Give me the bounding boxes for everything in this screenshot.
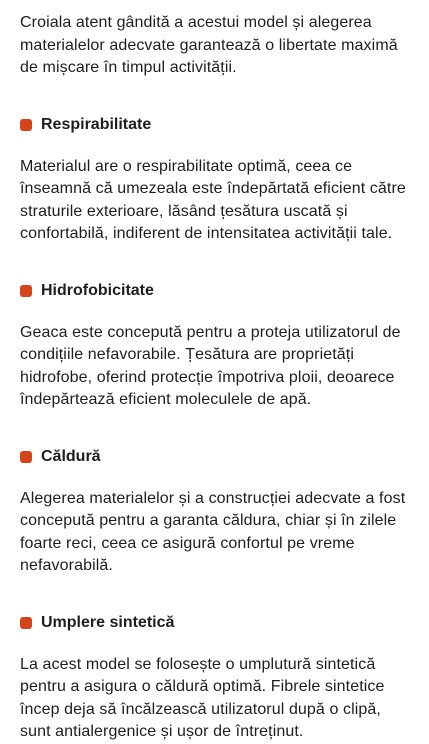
feature-heading [20, 280, 409, 302]
feature-text: Geaca este concepută pentru a proteja utilizatorul de condițiile nefavorabile. Țesătura are proprietăți hidrofobe, oferind protecție împotriva ploii, deoarece îndepărtează eficient moleculele de apă. [20, 323, 401, 408]
intro-paragraph: Croiala atent gândită a acestui model și alegerea materialelor adecvate garantează o libertate maximă de mișcare în timpul activității. [20, 14, 398, 76]
feature-caldura [20, 446, 409, 578]
feature-hidrofobicitate [20, 280, 409, 412]
feature-title: Respirabilitate [41, 115, 152, 133]
feature-heading [20, 114, 409, 136]
square-bullet-icon [20, 285, 32, 297]
feature-heading [20, 446, 409, 468]
square-bullet-icon [20, 119, 32, 131]
square-bullet-icon [20, 617, 32, 629]
feature-title: Umplere sintetică [41, 613, 175, 631]
feature-text: Alegerea materialelor și a construcției adecvate a fost concepută pentru a garanta căldura, chiar și în zilele foarte reci, ceea ce asigură confortul pe vreme nefavorabilă. [20, 489, 406, 574]
feature-text: La acest model se folosește o umplutură sintetică pentru a asigura o căldură optimă. Fibrele sintetice încep deja să încălzească utilizatorul după o clipă, sunt antialergenice și ușor de întreținut. [20, 655, 385, 740]
feature-text: Materialul are o respirabilitate optimă, ceea ce înseamnă că umezeala este îndepărtată eficient către straturile exterioare, lăsând țesătura uscată și confortabilă, indiferent de intensitatea activității tale. [20, 157, 406, 242]
square-bullet-icon [20, 451, 32, 463]
feature-respirabilitate [20, 114, 409, 246]
feature-heading [20, 612, 409, 634]
feature-umplere-sintetica [20, 612, 409, 744]
feature-title: Hidrofobicitate [41, 281, 154, 299]
feature-title: Căldură [41, 447, 101, 465]
